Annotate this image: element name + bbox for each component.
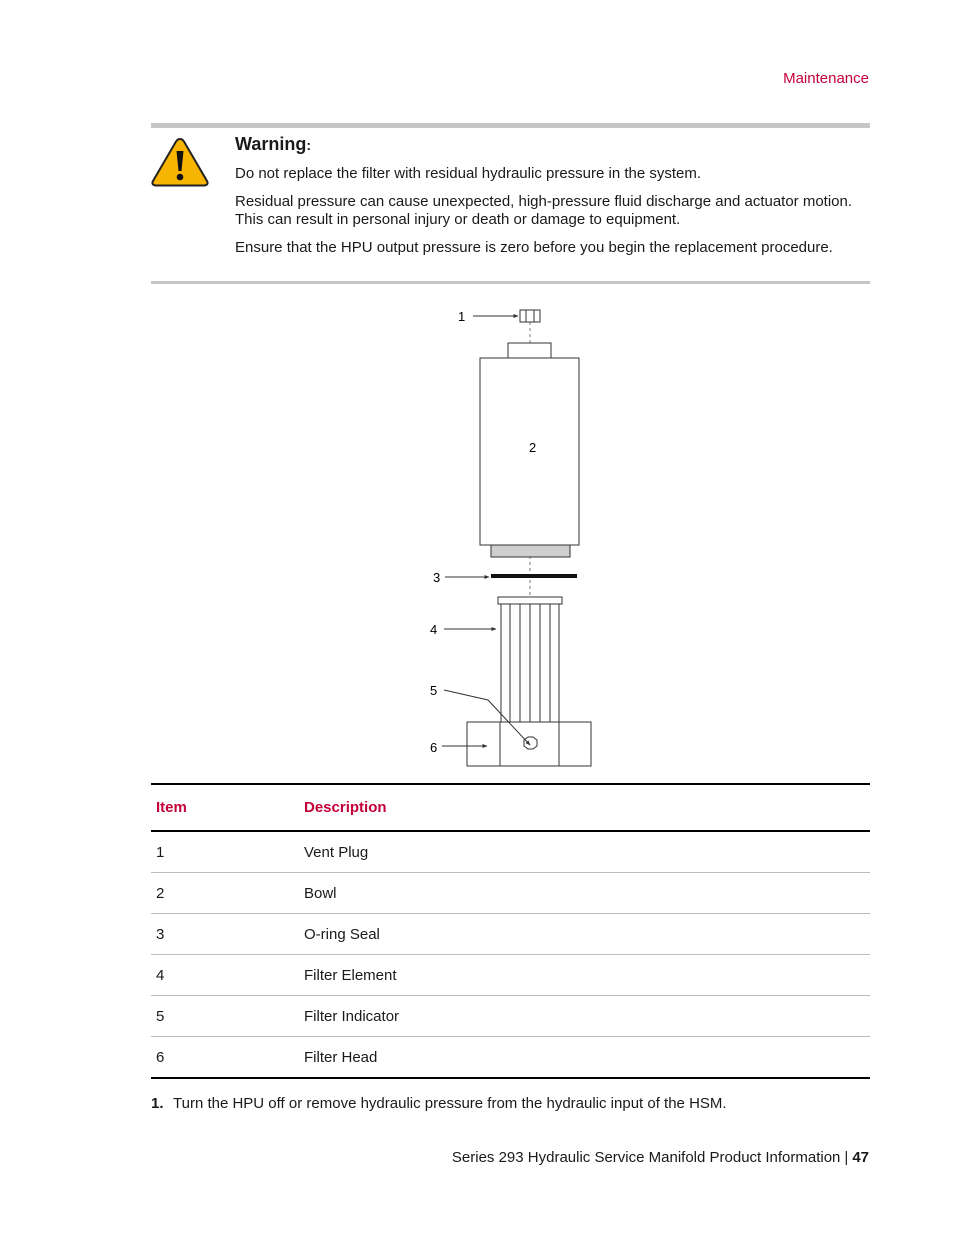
item-description: Vent Plug xyxy=(304,843,369,861)
warning-title-colon: : xyxy=(306,137,311,153)
step-number: 1. xyxy=(151,1095,164,1112)
table-row xyxy=(151,955,870,996)
callout-2: 2 xyxy=(529,440,537,455)
callout-3: 3 xyxy=(433,570,441,585)
column-header-description: Description xyxy=(304,799,387,816)
item-number: 5 xyxy=(156,1007,165,1025)
page-footer xyxy=(452,1149,869,1166)
table-row xyxy=(151,996,870,1037)
warning-bottom-rule xyxy=(151,281,870,284)
callout-4: 4 xyxy=(430,622,438,637)
procedure-step xyxy=(151,1095,870,1113)
item-description: Filter Indicator xyxy=(304,1007,400,1025)
parts-table xyxy=(151,783,870,1079)
filter-indicator-shape xyxy=(524,737,537,749)
table-row xyxy=(151,831,870,873)
page-number: 47 xyxy=(852,1149,869,1166)
item-number: 2 xyxy=(156,884,165,902)
warning-title-text: Warning xyxy=(235,134,307,154)
filter-assembly-diagram xyxy=(420,300,620,770)
step-text: Turn the HPU off or remove hydraulic pressure from the hydraulic input of the HSM. xyxy=(173,1095,727,1112)
table-header-row xyxy=(151,784,870,831)
table-row xyxy=(151,914,870,955)
warning-paragraph: Residual pressure can cause unexpected, high-pressure fluid discharge and actuator motion. This can result in personal injury or death or damage to equipment. xyxy=(235,193,853,228)
table-row xyxy=(151,1037,870,1079)
item-description: Filter Element xyxy=(304,966,397,984)
item-description: O-ring Seal xyxy=(304,925,380,943)
footer-document-title: Series 293 Hydraulic Service Manifold Product Information xyxy=(451,1149,841,1166)
table-row xyxy=(151,873,870,914)
filter-element-shape xyxy=(498,597,562,732)
footer-separator: | xyxy=(844,1149,849,1166)
callout-6: 6 xyxy=(430,740,438,755)
warning-top-rule xyxy=(151,123,870,128)
item-number: 6 xyxy=(156,1048,165,1066)
header-section-title: Maintenance xyxy=(783,70,869,87)
warning-triangle-icon xyxy=(151,137,209,187)
item-description: Bowl xyxy=(304,884,337,902)
o-ring-seal-shape xyxy=(491,574,577,578)
warning-block xyxy=(235,133,875,267)
callout-5: 5 xyxy=(430,683,438,698)
callout-1: 1 xyxy=(458,309,466,324)
item-description: Filter Head xyxy=(304,1048,378,1066)
column-header-item: Item xyxy=(156,799,187,816)
warning-paragraph: Ensure that the HPU output pressure is zero before you begin the replacement procedure. xyxy=(235,239,833,256)
warning-title xyxy=(235,133,875,156)
item-number: 1 xyxy=(156,843,165,861)
item-number: 3 xyxy=(156,925,165,943)
warning-paragraph: Do not replace the filter with residual hydraulic pressure in the system. xyxy=(235,165,702,182)
item-number: 4 xyxy=(156,966,165,984)
vent-plug-shape xyxy=(520,310,540,322)
